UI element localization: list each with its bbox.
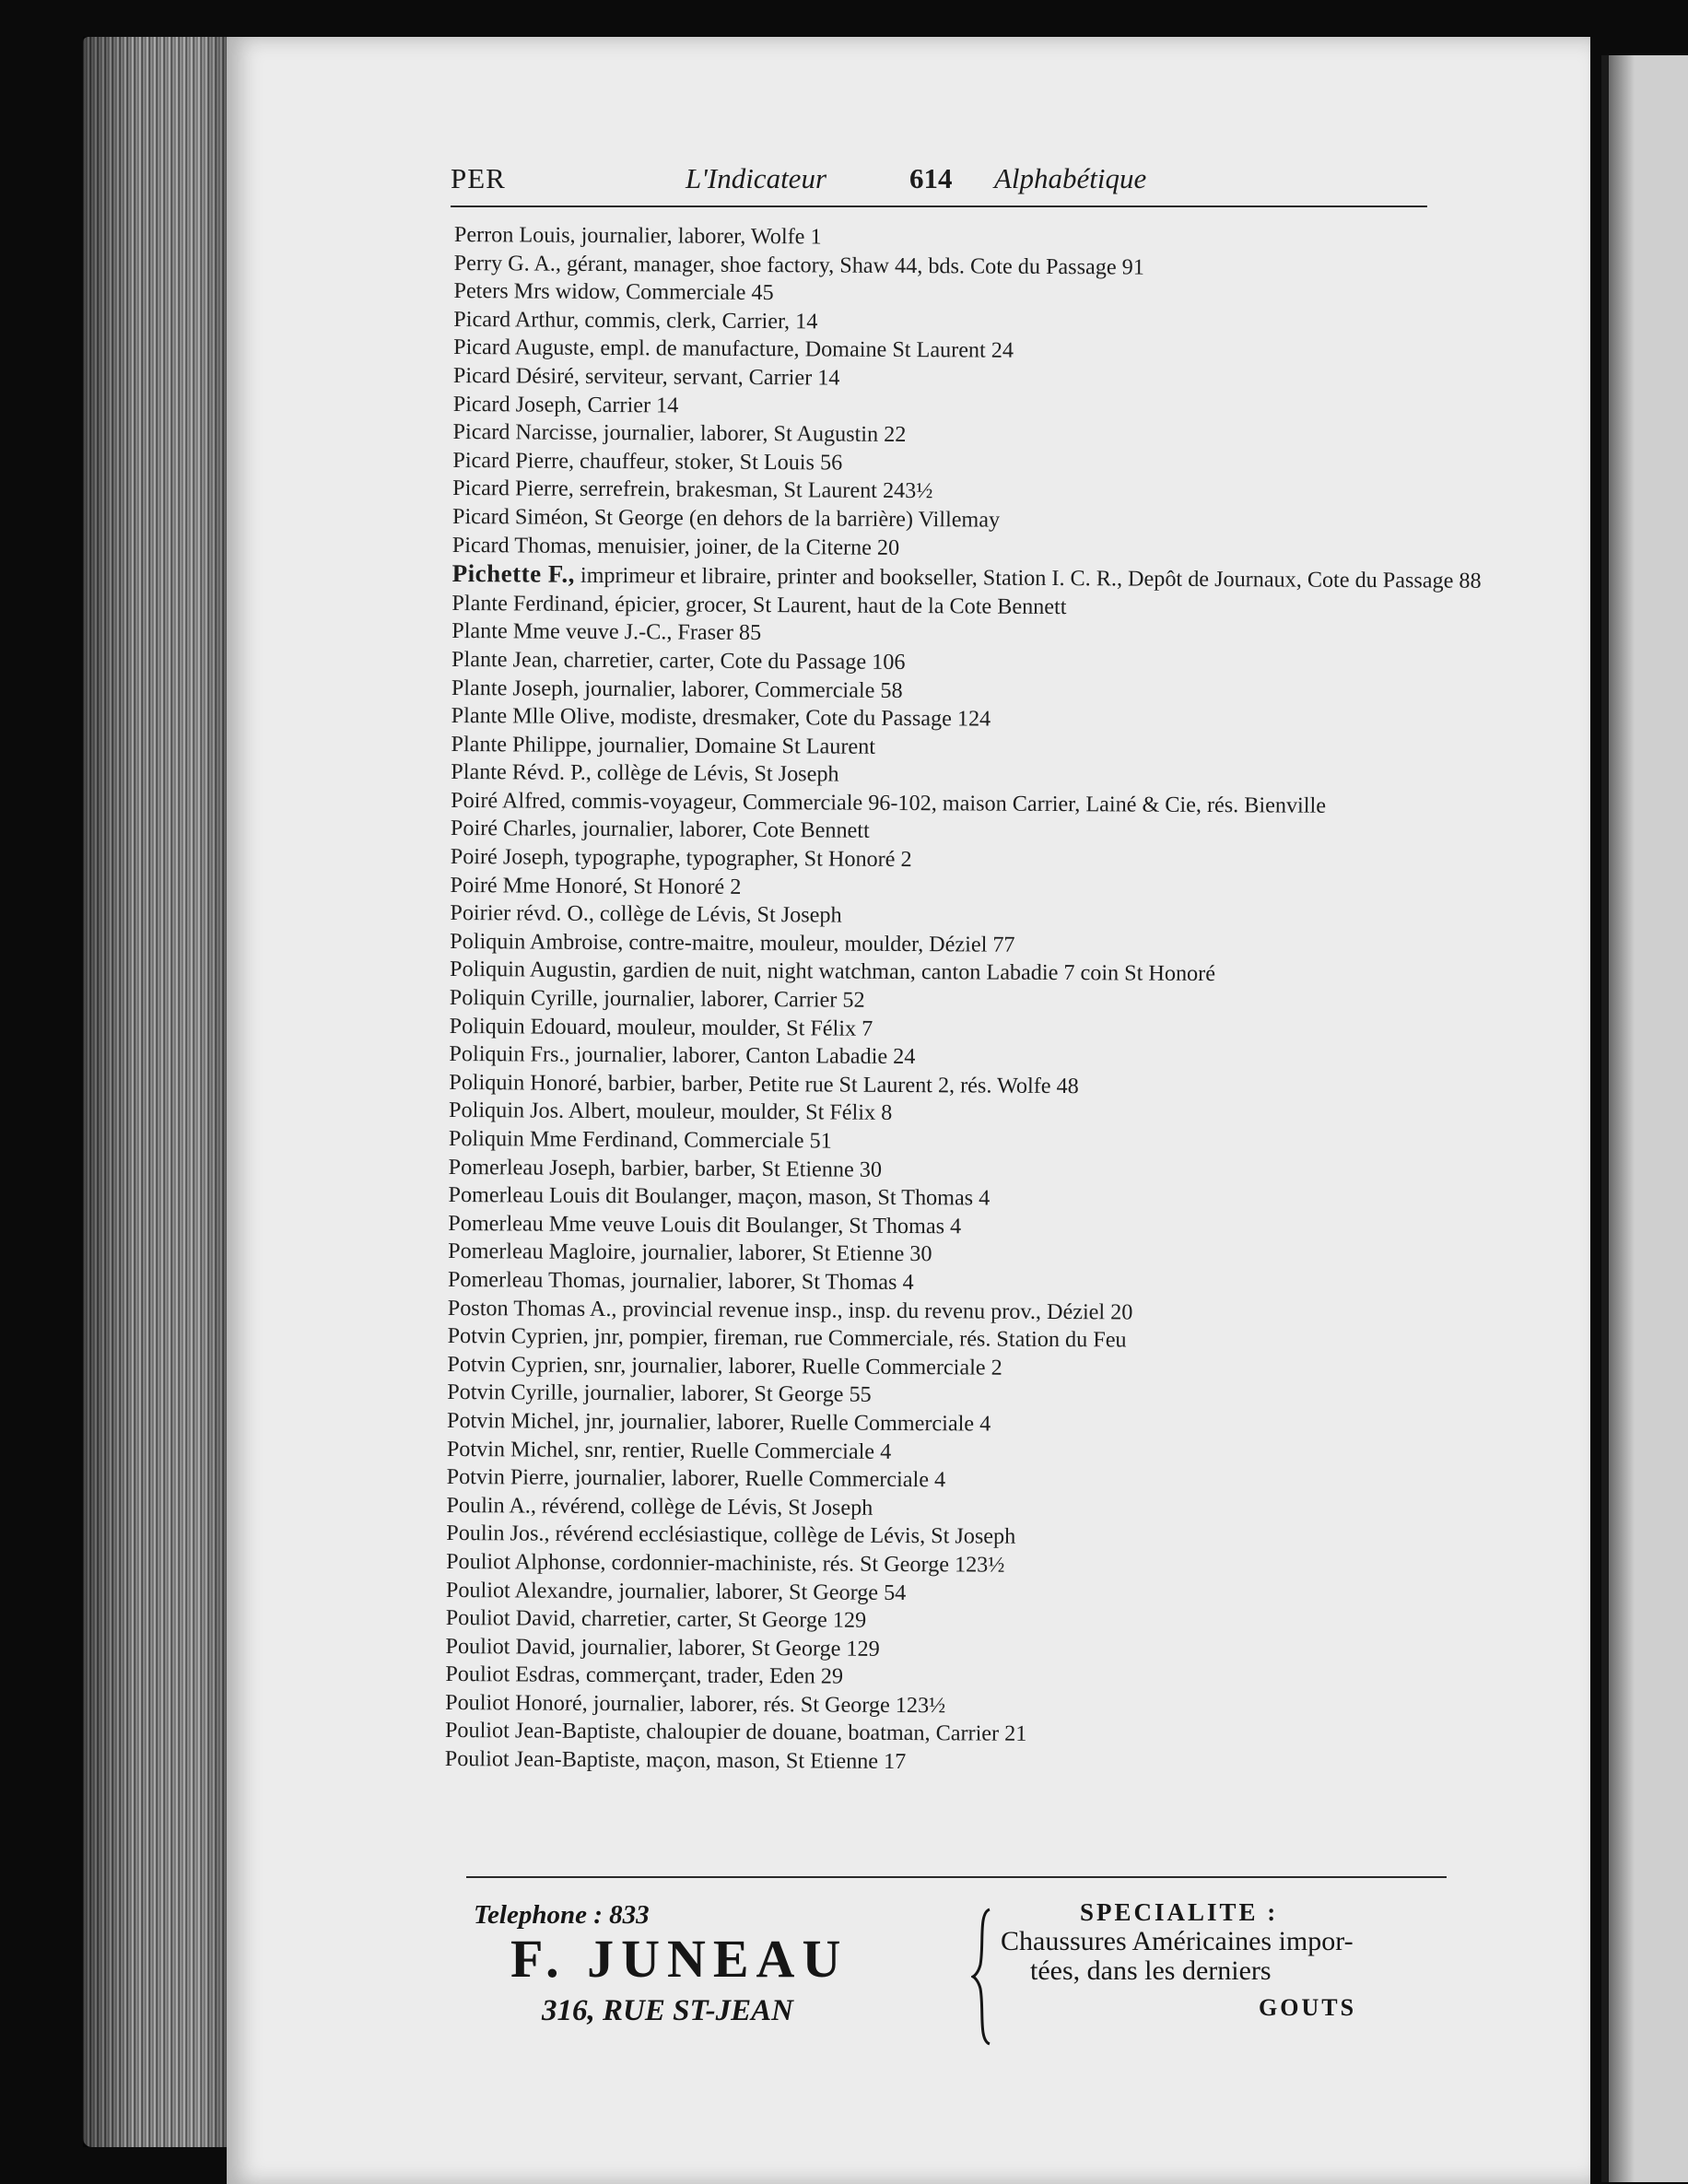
entry-text: Perron Louis, journalier, laborer, Wolfe 1	[453, 221, 822, 250]
ad-specialty-line-2: tées, dans les derniers	[1030, 1955, 1272, 1986]
entry-text: Picard Désiré, serviteur, servant, Carrier 14	[452, 362, 840, 391]
entry-text: Pomerleau Thomas, journalier, laborer, St Thomas 4	[447, 1266, 914, 1296]
page-number: 614	[909, 162, 953, 194]
entry-text: Pouliot Honoré, journalier, laborer, rés. St George 123½	[445, 1689, 946, 1719]
entry-text: Picard Auguste, empl. de manufacture, Domaine St Laurent 24	[453, 335, 1014, 364]
entry-text: Pouliot David, journalier, laborer, St George 129	[445, 1633, 880, 1661]
entry-text: Poiré Mme Honoré, St Honoré 2	[450, 872, 742, 899]
entry-text: Picard Joseph, Carrier 14	[452, 391, 679, 418]
entry-text: Potvin Pierre, journalier, laborer, Ruelle Commerciale 4	[446, 1464, 946, 1493]
entry-text: Potvin Michel, jnr, journalier, laborer, Ruelle Commerciale 4	[446, 1407, 991, 1437]
entry-text: Pomerleau Magloire, journalier, laborer, St Etienne 30	[448, 1239, 932, 1267]
entry-text: Pouliot David, charretier, carter, St George 129	[445, 1605, 867, 1633]
entry-text: Pouliot Alexandre, journalier, laborer, St George 54	[445, 1577, 907, 1605]
entry-text: Picard Thomas, menuisier, joiner, de la Citerne 20	[451, 532, 900, 560]
entry-text: Plante Jean, charretier, carter, Cote du Passage 106	[451, 646, 906, 675]
entry-text: Poiré Charles, journalier, laborer, Cote Bennett	[450, 816, 870, 844]
entry-text: Poliquin Ambroise, contre-maitre, mouleur, moulder, Déziel 77	[450, 928, 1015, 957]
entry-text: Picard Narcisse, journalier, laborer, St Augustin 22	[452, 419, 907, 448]
entry-text: Picard Arthur, commis, clerk, Carrier, 14	[453, 306, 818, 335]
entry-text: Poiré Joseph, typographe, typographer, St Honoré 2	[450, 844, 912, 873]
entry-text: Poliquin Augustin, gardien de nuit, night watchman, canton Labadie 7 coin St Honoré	[449, 957, 1216, 987]
ad-specialty-line-1: Chaussures Américaines impor-	[1001, 1926, 1354, 1956]
entry-text: Pouliot Esdras, commerçant, trader, Eden 29	[445, 1661, 844, 1689]
entry-text: imprimeur et libraire, printer and bookseller, Station I. C. R., Depôt de Journaux, Cote du Passage 88	[580, 562, 1482, 593]
ad-business-name: F. JUNEAU	[510, 1929, 849, 1989]
entry-text: Poliquin Frs., journalier, laborer, Canton Labadie 24	[449, 1041, 916, 1070]
advertisement	[466, 1880, 1447, 2046]
header-title: L'Indicateur	[686, 162, 827, 194]
entry-text: Poiré Alfred, commis-voyageur, Commerciale 96-102, maison Carrier, Lainé & Cie, rés. Bienville	[451, 787, 1327, 818]
entry-text: Plante Ferdinand, épicier, grocer, St Laurent, haut de la Cote Bennett	[451, 590, 1067, 619]
entry-text: Picard Pierre, serrefrein, brakesman, St Laurent 243½	[452, 476, 933, 504]
entry-text: Poliquin Mme Ferdinand, Commerciale 51	[448, 1125, 832, 1154]
directory-entries	[444, 221, 1482, 1779]
entry-text: Plante Mlle Olive, modiste, dresmaker, Cote du Passage 124	[451, 703, 991, 732]
entry-text: Picard Siméon, St George (en dehors de la barrière) Villemay	[451, 503, 1001, 533]
entry-text: Potvin Cyrille, journalier, laborer, St George 55	[447, 1380, 872, 1408]
entry-text: Plante Révd. P., collège de Lévis, St Joseph	[451, 759, 839, 787]
ad-telephone: Telephone : 833	[474, 1900, 650, 1930]
entry-text: Poston Thomas A., provincial revenue insp., insp. du revenu prov., Déziel 20	[447, 1295, 1133, 1325]
entry-text: Peters Mrs widow, Commerciale 45	[453, 278, 774, 306]
entry-text: Plante Mme veuve J.-C., Fraser 85	[451, 618, 762, 646]
entry-text: Poliquin Honoré, barbier, barber, Petite rue St Laurent 2, rés. Wolfe 48	[449, 1069, 1079, 1098]
entry-text: Plante Philippe, journalier, Domaine St Laurent	[451, 731, 876, 759]
entry-text: Potvin Cyprien, snr, journalier, laborer, Ruelle Commerciale 2	[447, 1351, 1002, 1380]
ad-address: 316, RUE ST-JEAN	[542, 1994, 793, 2027]
entry-text: Poirier révd. O., collège de Lévis, St Joseph	[450, 900, 842, 928]
ad-specialty-line-3: GOUTS	[1259, 1994, 1357, 2021]
entry-text: Plante Joseph, journalier, laborer, Commerciale 58	[451, 675, 903, 703]
entry-text: Potvin Michel, snr, rentier, Ruelle Commerciale 4	[446, 1436, 892, 1464]
page-header	[451, 157, 1427, 201]
entry-text: Potvin Cyprien, jnr, pompier, fireman, rue Commerciale, rés. Station du Feu	[447, 1323, 1127, 1353]
entry-text: Pouliot Jean-Baptiste, chaloupier de douane, boatman, Carrier 21	[444, 1718, 1027, 1747]
entry-text: Poliquin Jos. Albert, mouleur, moulder, St Félix 8	[449, 1098, 893, 1126]
footer-rule	[466, 1876, 1447, 1878]
ad-specialty-title: SPECIALITE :	[1080, 1898, 1279, 1926]
entry-name-bold: Pichette F.,	[451, 559, 575, 588]
entry-text: Poulin Jos., révérend ecclésiastique, collège de Lévis, St Joseph	[446, 1521, 1016, 1550]
header-subtitle: Alphabétique	[994, 162, 1147, 194]
entry-text: Picard Pierre, chauffeur, stoker, St Louis 56	[452, 447, 843, 476]
entry-text: Pouliot Alphonse, cordonnier-machiniste, rés. St George 123½	[446, 1548, 1005, 1578]
entry-text: Poulin A., révérend, collège de Lévis, St Joseph	[446, 1492, 873, 1521]
facing-page-edge	[1601, 55, 1688, 2182]
entry-text: Pomerleau Mme veuve Louis dit Boulanger, St Thomas 4	[448, 1210, 962, 1239]
entry-text: Perry G. A., gérant, manager, shoe factory, Shaw 44, bds. Cote du Passage 91	[453, 250, 1144, 280]
header-section-code: PER	[451, 162, 506, 194]
entry-text: Poliquin Edouard, mouleur, moulder, St Félix 7	[449, 1013, 873, 1041]
entry-text: Poliquin Cyrille, journalier, laborer, Carrier 52	[449, 985, 865, 1013]
header-rule	[451, 205, 1427, 207]
entry-text: Pouliot Jean-Baptiste, maçon, mason, St Etienne 17	[444, 1746, 907, 1775]
curly-brace-icon	[971, 1908, 995, 2046]
entry-text: Pomerleau Louis dit Boulanger, maçon, mason, St Thomas 4	[448, 1182, 991, 1211]
entry-text: Pomerleau Joseph, barbier, barber, St Etienne 30	[448, 1154, 883, 1182]
page-edges-shadow	[83, 37, 230, 2147]
